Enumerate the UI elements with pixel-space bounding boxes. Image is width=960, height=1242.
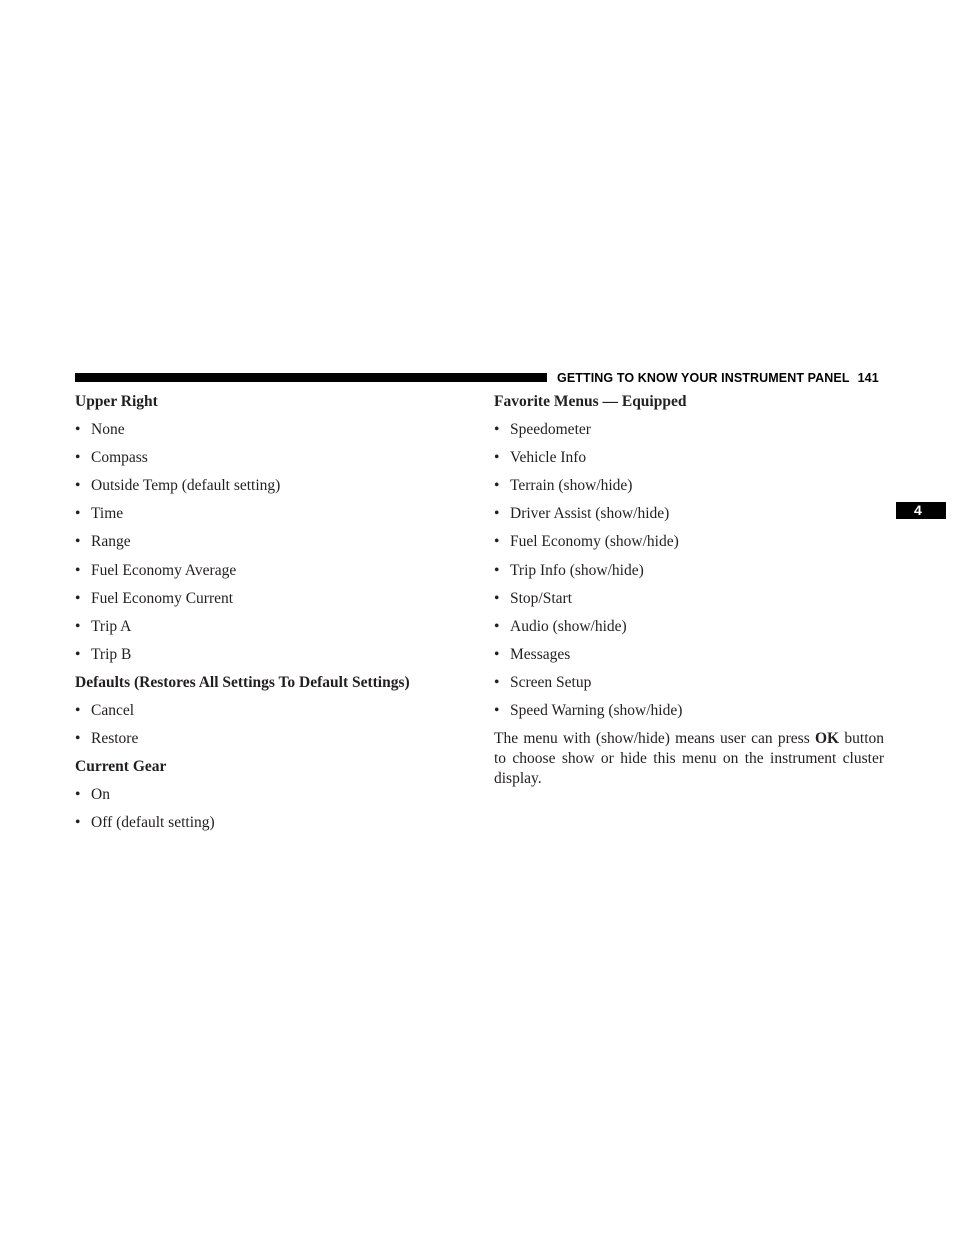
list-item — [494, 561, 884, 589]
list-item-label: Off (default setting) — [91, 814, 215, 832]
bullet: • — [75, 645, 81, 663]
bullet: • — [494, 533, 500, 551]
list-item — [75, 617, 455, 645]
list-item-label: Time — [91, 505, 124, 523]
list-item — [75, 645, 455, 673]
list-item — [494, 701, 884, 729]
bullet: • — [75, 786, 81, 804]
chapter-title: GETTING TO KNOW YOUR INSTRUMENT PANEL — [557, 371, 850, 385]
list-item — [494, 645, 884, 673]
list-item — [75, 785, 455, 813]
bullet: • — [494, 645, 500, 663]
list-item — [75, 701, 455, 729]
bullet: • — [494, 477, 500, 495]
bullet: • — [494, 421, 500, 439]
left-column — [75, 392, 455, 842]
bullet: • — [75, 814, 81, 832]
bullet: • — [75, 730, 81, 748]
bullet: • — [75, 533, 81, 551]
note-text-before: The menu with (show/hide) means user can press — [494, 730, 815, 748]
list-item — [494, 589, 884, 617]
list-item — [75, 448, 455, 476]
list-item — [494, 476, 884, 504]
bullet: • — [494, 505, 500, 523]
header-rule — [75, 373, 547, 382]
favorite-menus-heading: Favorite Menus — Equipped — [494, 393, 687, 410]
list-item — [494, 420, 884, 448]
show-hide-note — [494, 729, 884, 789]
bullet: • — [75, 702, 81, 720]
bullet: • — [75, 477, 81, 495]
bullet: • — [494, 589, 500, 607]
bullet: • — [494, 617, 500, 635]
list-item-label: Terrain (show/hide) — [510, 477, 633, 495]
list-item-label: Messages — [510, 645, 571, 663]
list-item-label: Trip B — [91, 645, 132, 663]
ok-button-label: OK — [815, 730, 840, 748]
list-item — [494, 448, 884, 476]
list-item-label: Trip Info (show/hide) — [510, 561, 644, 579]
bullet: • — [494, 702, 500, 720]
current-gear-list — [75, 785, 455, 841]
list-item-label: Fuel Economy (show/hide) — [510, 533, 679, 551]
list-item-label: Outside Temp (default setting) — [91, 477, 281, 495]
running-header — [557, 370, 879, 386]
list-item-label: Fuel Economy Average — [91, 561, 237, 579]
chapter-tab: 4 — [896, 502, 946, 519]
upper-right-list — [75, 420, 455, 673]
list-item-label: Compass — [91, 449, 148, 467]
list-item — [75, 420, 455, 448]
list-item — [75, 589, 455, 617]
bullet: • — [75, 617, 81, 635]
current-gear-heading: Current Gear — [75, 758, 167, 776]
list-item — [75, 532, 455, 560]
upper-right-heading: Upper Right — [75, 393, 158, 410]
list-item-label: Stop/Start — [510, 589, 573, 607]
list-item — [494, 532, 884, 560]
list-item-label: Speedometer — [510, 421, 591, 439]
list-item — [75, 504, 455, 532]
right-column — [494, 392, 884, 789]
list-item — [75, 729, 455, 757]
list-item-label: Vehicle Info — [510, 449, 587, 467]
note-text-after: button to choose show or hide this menu on the instrument cluster display. — [494, 730, 884, 788]
list-item — [75, 813, 455, 841]
bullet: • — [75, 421, 81, 439]
list-item — [494, 617, 884, 645]
defaults-heading: Defaults (Restores All Settings To Default Settings) — [75, 673, 410, 691]
bullet: • — [75, 449, 81, 467]
list-item-label: Trip A — [91, 617, 132, 635]
list-item — [494, 504, 884, 532]
list-item-label: Cancel — [91, 702, 135, 720]
list-item-label: Screen Setup — [510, 673, 592, 691]
list-item — [494, 673, 884, 701]
bullet: • — [75, 589, 81, 607]
list-item-label: None — [91, 421, 125, 439]
page-number: 141 — [857, 371, 879, 385]
bullet: • — [75, 505, 81, 523]
list-item — [75, 561, 455, 589]
bullet: • — [494, 673, 500, 691]
list-item-label: Range — [91, 533, 131, 551]
list-item — [75, 476, 455, 504]
bullet: • — [494, 561, 500, 579]
list-item-label: Audio (show/hide) — [510, 617, 627, 635]
bullet: • — [494, 449, 500, 467]
list-item-label: Driver Assist (show/hide) — [510, 505, 670, 523]
list-item-label: Restore — [91, 730, 139, 748]
list-item-label: Fuel Economy Current — [91, 589, 234, 607]
list-item-label: Speed Warning (show/hide) — [510, 702, 683, 720]
bullet: • — [75, 561, 81, 579]
list-item-label: On — [91, 786, 110, 804]
defaults-list — [75, 701, 455, 757]
favorite-menus-list — [494, 420, 884, 729]
